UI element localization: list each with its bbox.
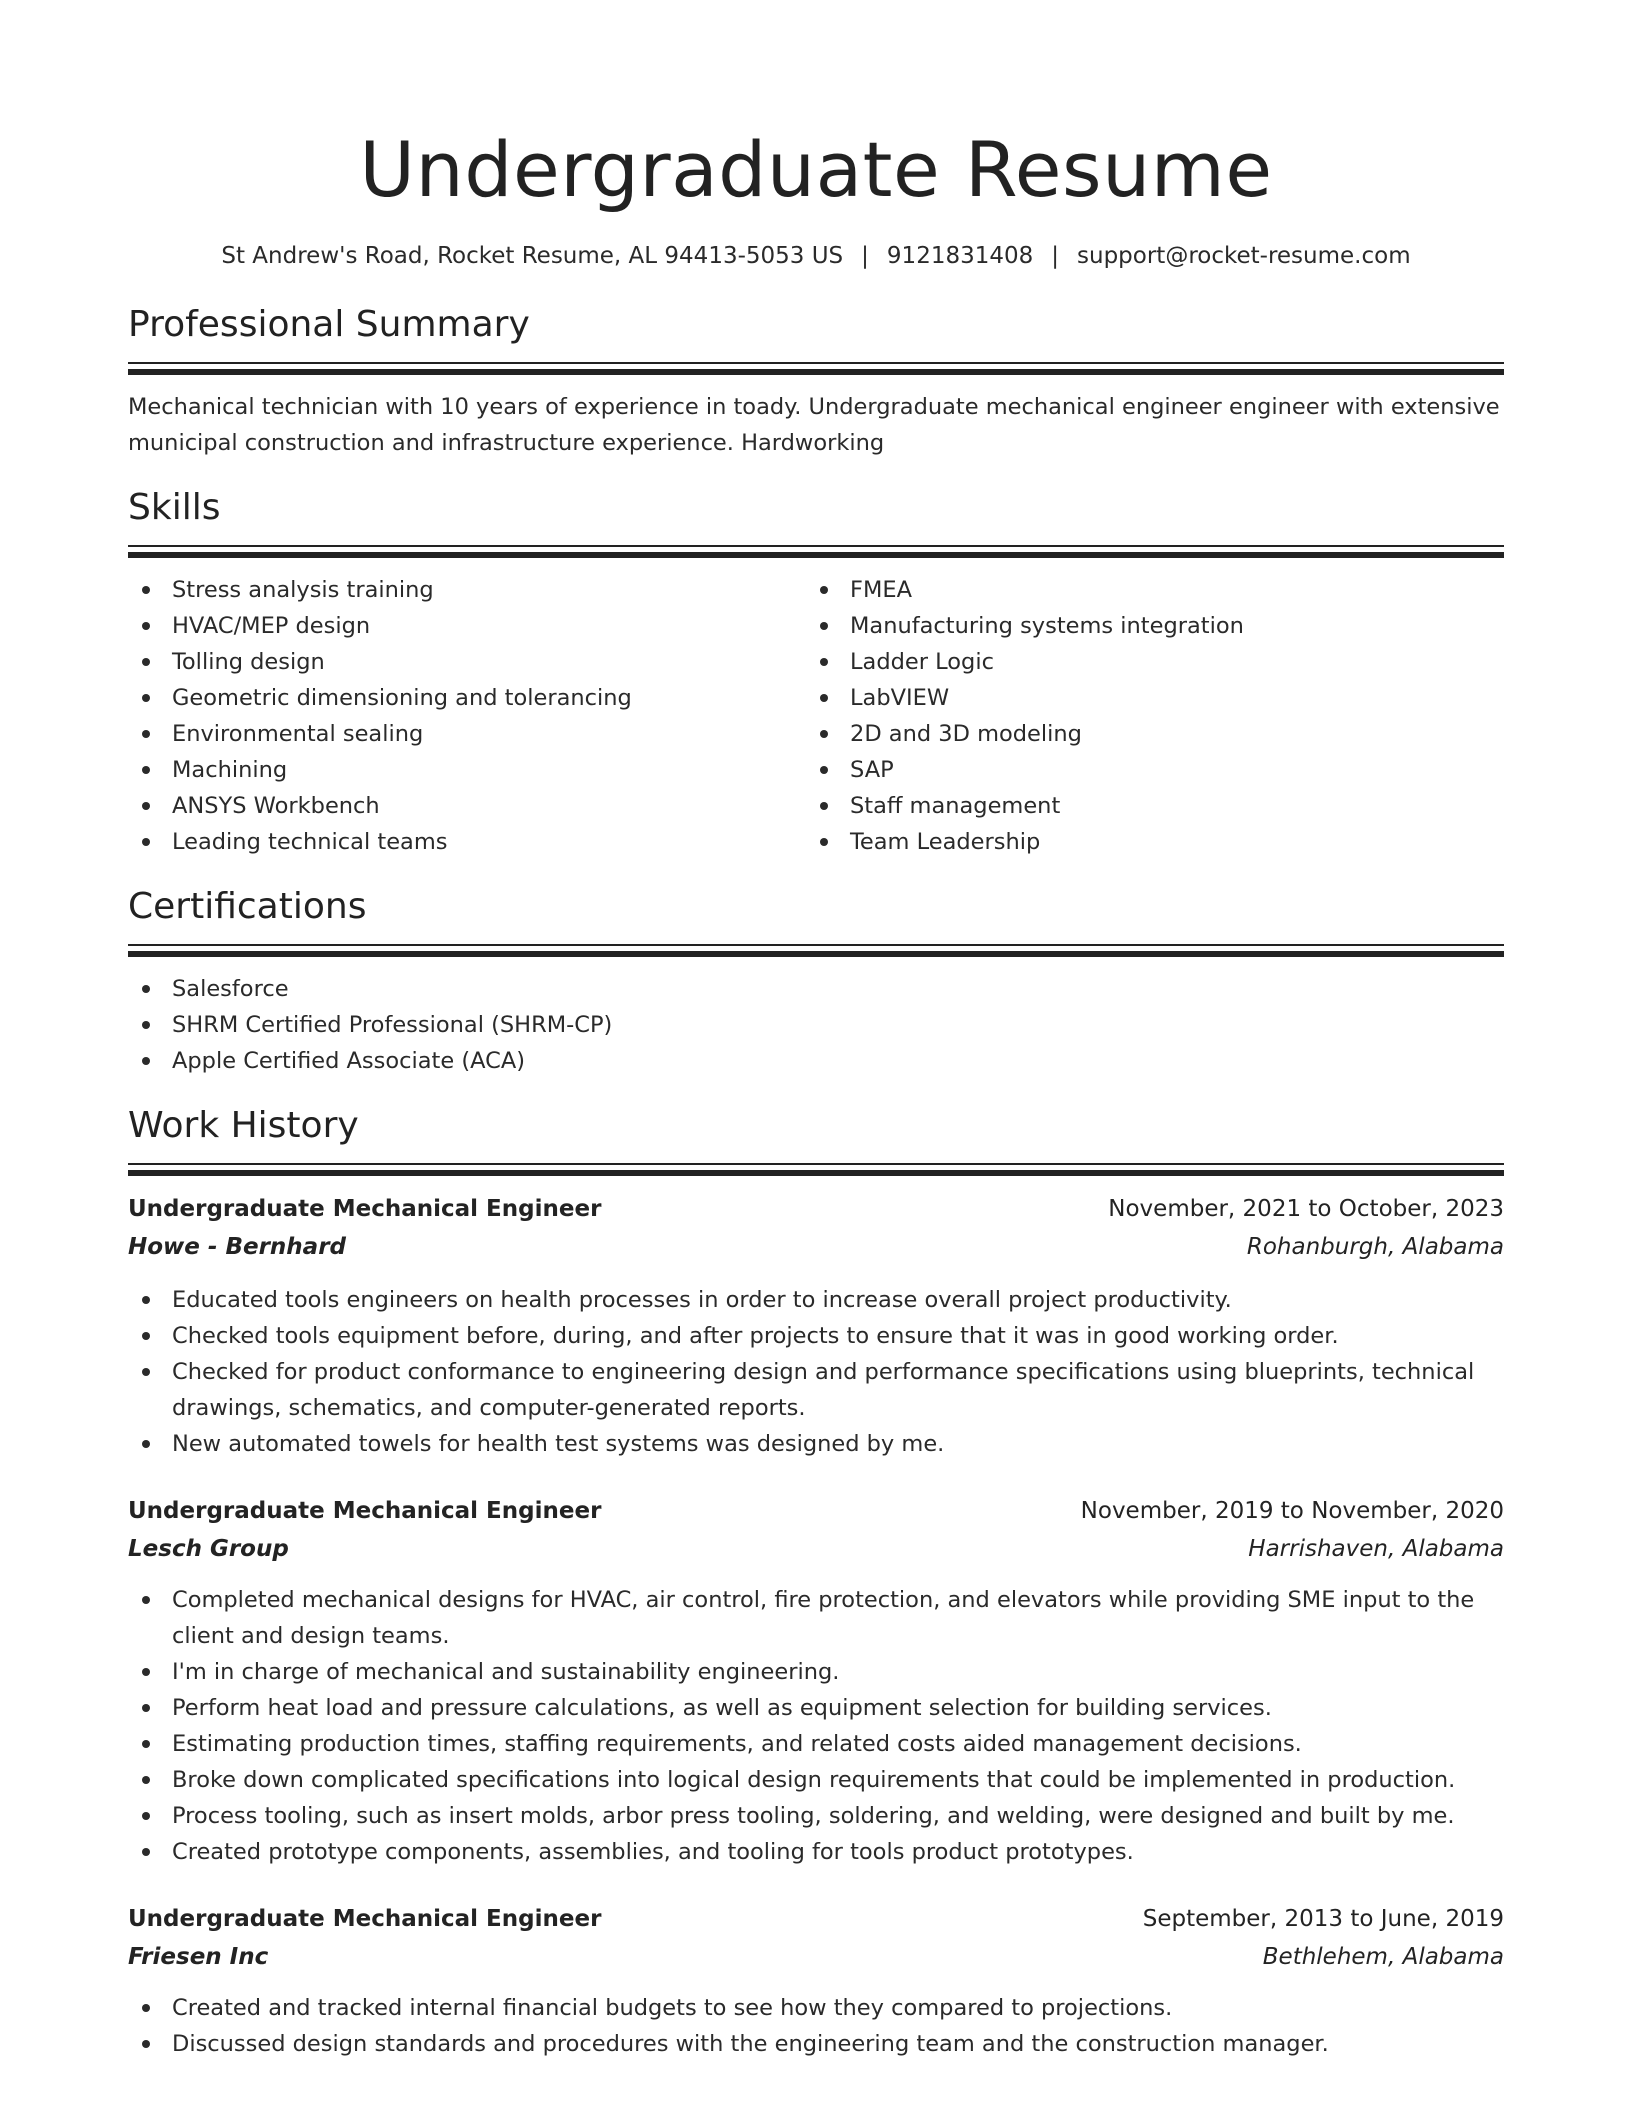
job-company: Howe - Bernhard <box>128 1234 347 1260</box>
section-title-certifications: Certifications <box>128 886 367 927</box>
skills-grid <box>128 572 1504 860</box>
job-entry <box>128 1900 1504 2062</box>
certifications-section <box>128 884 1504 1079</box>
job-title: Undergraduate Mechanical Engineer <box>128 1196 602 1222</box>
contact-phone: 9121831408 <box>886 243 1034 269</box>
section-divider <box>128 545 1504 547</box>
job-location: Harrishaven, Alabama <box>1248 1536 1504 1562</box>
certification-item: Apple Certified Associate (ACA) <box>128 1043 1504 1079</box>
job-subheader <box>128 1228 1504 1266</box>
job-entry <box>128 1492 1504 1870</box>
job-bullet: Created prototype components, assemblies, and tooling for tools product prototypes. <box>128 1834 1504 1870</box>
job-bullet: I'm in charge of mechanical and sustainability engineering. <box>128 1654 1504 1690</box>
job-dates: November, 2021 to October, 2023 <box>1108 1196 1504 1222</box>
skills-list-right <box>806 572 1484 860</box>
skill-item: Environmental sealing <box>128 716 806 752</box>
section-divider <box>128 1163 1504 1165</box>
contact-email[interactable]: support@rocket-resume.com <box>1077 243 1411 269</box>
section-divider <box>128 944 1504 946</box>
section-divider <box>128 951 1504 957</box>
job-bullet: New automated towels for health test systems was designed by me. <box>128 1426 1504 1462</box>
job-bullets <box>128 1990 1504 2062</box>
section-title-skills: Skills <box>128 487 221 528</box>
job-bullet: Process tooling, such as insert molds, arbor press tooling, soldering, and welding, were designed and built by me. <box>128 1798 1504 1834</box>
summary-text: Mechanical technician with 10 years of experience in toady. Undergraduate mechanical engineer engineer with extensive municipal construction and infrastructure experience. Hardworking <box>128 394 1500 456</box>
contact-separator: | <box>861 243 869 269</box>
skills-section <box>128 485 1504 860</box>
certification-item: Salesforce <box>128 971 1504 1007</box>
skill-item: Staff management <box>806 788 1484 824</box>
job-bullet: Discussed design standards and procedures with the engineering team and the construction manager. <box>128 2026 1504 2062</box>
skill-item: Ladder Logic <box>806 644 1484 680</box>
section-divider <box>128 369 1504 375</box>
job-company: Lesch Group <box>128 1536 289 1562</box>
contact-line <box>128 240 1504 272</box>
skill-item: Machining <box>128 752 806 788</box>
job-company: Friesen Inc <box>128 1944 269 1970</box>
skill-item: Manufacturing systems integration <box>806 608 1484 644</box>
job-bullet: Checked for product conformance to engineering design and performance specifications using blueprints, technical drawings, schematics, and computer-generated reports. <box>128 1354 1504 1426</box>
skill-item: Geometric dimensioning and tolerancing <box>128 680 806 716</box>
section-divider <box>128 362 1504 364</box>
job-subheader <box>128 1938 1504 1976</box>
certification-item: SHRM Certified Professional (SHRM-CP) <box>128 1007 1504 1043</box>
skill-item: SAP <box>806 752 1484 788</box>
skill-item: 2D and 3D modeling <box>806 716 1484 752</box>
resume-title: Undergraduate Resume <box>359 125 1273 214</box>
section-divider <box>128 1170 1504 1176</box>
job-bullet: Checked tools equipment before, during, and after projects to ensure that it was in good working order. <box>128 1318 1504 1354</box>
skill-item: Team Leadership <box>806 824 1484 860</box>
job-bullet: Completed mechanical designs for HVAC, air control, fire protection, and elevators while providing SME input to the client and design teams. <box>128 1582 1504 1654</box>
skill-item: Stress analysis training <box>128 572 806 608</box>
job-dates: November, 2019 to November, 2020 <box>1080 1498 1504 1524</box>
skill-item: FMEA <box>806 572 1484 608</box>
skill-item: LabVIEW <box>806 680 1484 716</box>
job-bullets <box>128 1282 1504 1462</box>
job-header <box>128 1492 1504 1530</box>
job-bullet: Educated tools engineers on health processes in order to increase overall project productivity. <box>128 1282 1504 1318</box>
job-header <box>128 1900 1504 1938</box>
certifications-list <box>128 971 1504 1079</box>
summary-section <box>128 302 1504 461</box>
job-header <box>128 1190 1504 1228</box>
job-location: Bethlehem, Alabama <box>1262 1944 1504 1970</box>
work-history-section <box>128 1103 1504 2062</box>
job-bullet: Estimating production times, staffing requirements, and related costs aided management decisions. <box>128 1726 1504 1762</box>
section-title-summary: Professional Summary <box>128 304 530 345</box>
job-bullets <box>128 1582 1504 1870</box>
section-divider <box>128 552 1504 558</box>
contact-separator: | <box>1051 243 1060 269</box>
skill-item: HVAC/MEP design <box>128 608 806 644</box>
job-bullet: Broke down complicated specifications into logical design requirements that could be implemented in production. <box>128 1762 1504 1798</box>
skill-item: Leading technical teams <box>128 824 806 860</box>
section-title-work-history: Work History <box>128 1105 359 1146</box>
skill-item: ANSYS Workbench <box>128 788 806 824</box>
resume-page <box>128 0 1504 2062</box>
job-bullet: Created and tracked internal financial budgets to see how they compared to projections. <box>128 1990 1504 2026</box>
contact-address: St Andrew's Road, Rocket Resume, AL 94413-5053 US <box>221 243 844 269</box>
job-title: Undergraduate Mechanical Engineer <box>128 1906 602 1932</box>
job-dates: September, 2013 to June, 2019 <box>1142 1906 1504 1932</box>
job-title: Undergraduate Mechanical Engineer <box>128 1498 602 1524</box>
job-bullet: Perform heat load and pressure calculations, as well as equipment selection for building services. <box>128 1690 1504 1726</box>
job-location: Rohanburgh, Alabama <box>1246 1234 1504 1260</box>
job-subheader <box>128 1530 1504 1568</box>
skill-item: Tolling design <box>128 644 806 680</box>
job-entry <box>128 1190 1504 1462</box>
skills-list-left <box>128 572 806 860</box>
